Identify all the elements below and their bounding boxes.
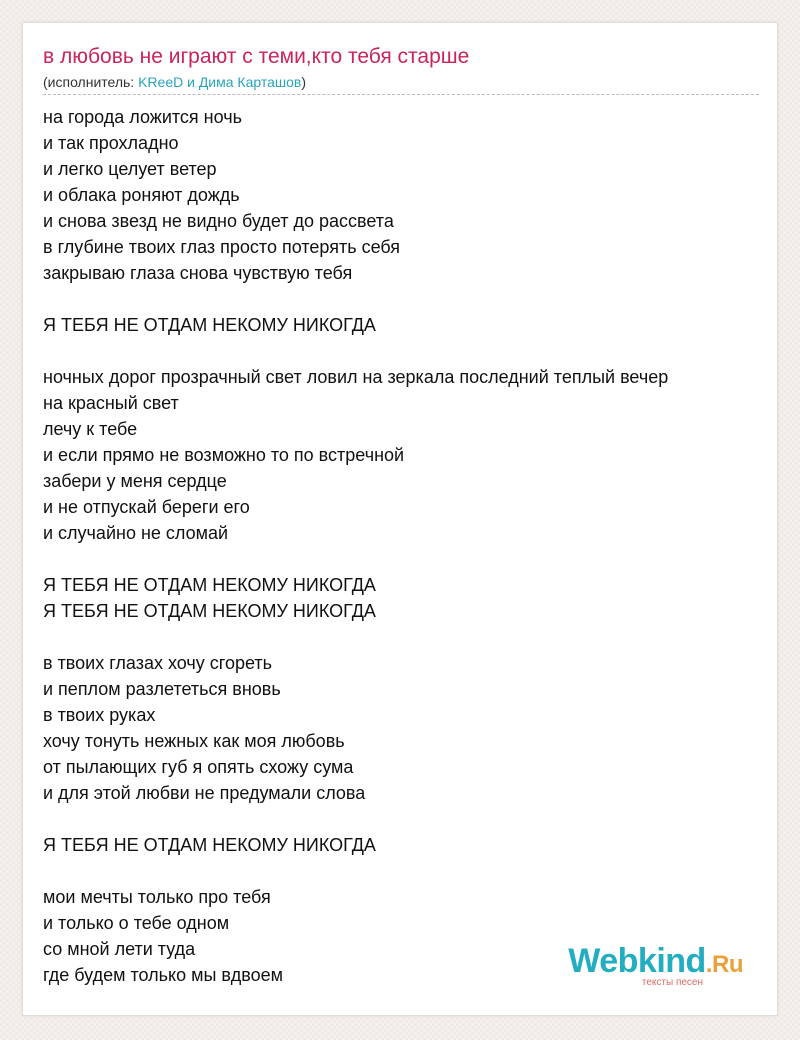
lyric-blank-line bbox=[43, 858, 759, 884]
lyric-line: ночных дорог прозрачный свет ловил на зеркала последний теплый вечер bbox=[43, 367, 669, 387]
lyric-line: Я ТЕБЯ НЕ ОТДАМ НЕКОМУ НИКОГДА bbox=[43, 601, 376, 621]
logo-tld: .Ru bbox=[705, 951, 743, 978]
lyric-blank-line bbox=[43, 806, 759, 832]
lyric-line: лечу к тебе bbox=[43, 419, 138, 439]
lyric-line: и только о тебе одном bbox=[43, 913, 230, 933]
lyric-line: Я ТЕБЯ НЕ ОТДАМ НЕКОМУ НИКОГДА bbox=[43, 835, 376, 855]
lyric-blank-line bbox=[43, 546, 759, 572]
artist-suffix: ) bbox=[301, 74, 307, 90]
lyric-line: со мной лети туда bbox=[43, 939, 196, 959]
lyric-blank-line bbox=[43, 624, 759, 650]
lyric-line: Я ТЕБЯ НЕ ОТДАМ НЕКОМУ НИКОГДА bbox=[43, 575, 376, 595]
lyric-line: Я ТЕБЯ НЕ ОТДАМ НЕКОМУ НИКОГДА bbox=[43, 315, 376, 335]
divider bbox=[43, 94, 759, 95]
lyric-line: и если прямо не возможно то по встречной bbox=[43, 445, 405, 465]
lyric-line: и облака роняют дождь bbox=[43, 185, 240, 205]
lyric-line: в глубине твоих глаз просто потерять себя bbox=[43, 237, 401, 257]
lyric-line: и случайно не сломай bbox=[43, 523, 229, 543]
lyrics-card bbox=[22, 22, 778, 1016]
lyric-line: мои мечты только про тебя bbox=[43, 887, 271, 907]
lyric-line: забери у меня сердце bbox=[43, 471, 227, 491]
lyric-blank-line bbox=[43, 286, 759, 312]
lyric-blank-line bbox=[43, 338, 759, 364]
webkind-logo[interactable] bbox=[553, 941, 743, 989]
lyric-line: и пеплом разлететься вновь bbox=[43, 679, 281, 699]
lyric-line: хочу тонуть нежных как моя любовь bbox=[43, 731, 345, 751]
lyric-line: на города ложится ночь bbox=[43, 107, 242, 127]
lyric-line: и снова звезд не видно будет до рассвета bbox=[43, 211, 394, 231]
lyric-line: и легко целует ветер bbox=[43, 159, 217, 179]
lyric-line: и для этой любви не предумали слова bbox=[43, 783, 366, 803]
lyric-line: на красный свет bbox=[43, 393, 179, 413]
lyric-line: в твоих глазах хочу сгореть bbox=[43, 653, 272, 673]
artist-line bbox=[43, 73, 306, 91]
lyric-line: от пылающих губ я опять схожу сума bbox=[43, 757, 354, 777]
lyric-line: где будем только мы вдвоем bbox=[43, 965, 284, 985]
artist-link[interactable]: KReeD и Дима Карташов bbox=[138, 74, 302, 90]
lyrics-text bbox=[43, 104, 759, 988]
lyric-line: и так прохладно bbox=[43, 133, 179, 153]
artist-prefix: (исполнитель: bbox=[43, 74, 139, 90]
logo-tagline: тексты песен bbox=[641, 977, 703, 988]
logo-main-text: Webkind bbox=[568, 942, 706, 980]
song-title: в любовь не играют с теми,кто тебя старше bbox=[43, 45, 470, 68]
lyric-line: в твоих руках bbox=[43, 705, 156, 725]
lyric-line: закрываю глаза снова чувствую тебя bbox=[43, 263, 353, 283]
lyric-line: и не отпускай береги его bbox=[43, 497, 250, 517]
